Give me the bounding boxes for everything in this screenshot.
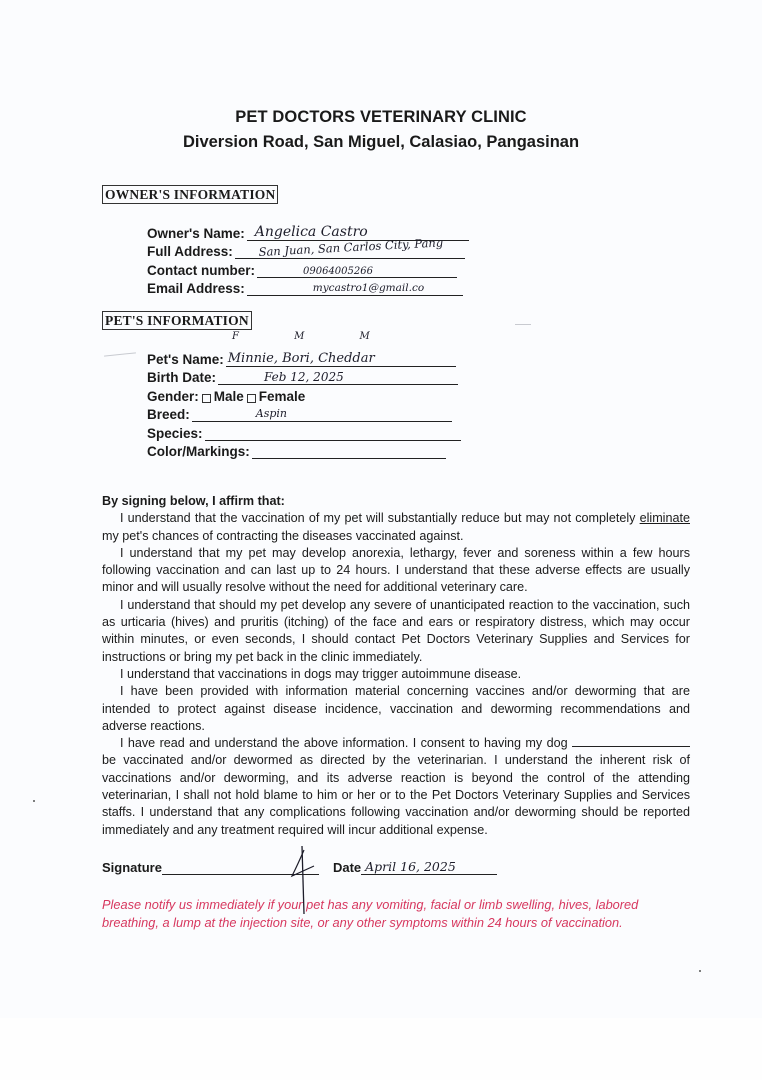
dog-name-blank[interactable] — [572, 735, 690, 747]
consent-lead: By signing below, I affirm that: — [102, 494, 285, 508]
gender-male-checkbox[interactable] — [202, 394, 211, 403]
contact-number-row — [147, 259, 469, 278]
owner-name-label: Owner's Name: — [147, 225, 245, 241]
breed-label: Breed: — [147, 407, 190, 422]
pet-name-value: Minnie, Bori, Cheddar — [227, 350, 375, 366]
consent-paragraph-5: I have been provided with information material concerning vaccines and/or deworming that are intended to protect against disease incidence, vaccination and deworming recommendations and adverse reactions. — [102, 684, 690, 733]
date-label: Date — [332, 860, 362, 875]
consent-paragraph-1 — [102, 510, 690, 545]
full-address-label: Full Address: — [147, 244, 233, 259]
birth-date-field[interactable] — [218, 370, 458, 385]
birth-date-row — [147, 367, 461, 386]
pet-name-row — [147, 348, 461, 367]
consent-p6-text-end: be vaccinated and/or dewormed as directed by the veterinarian. I understand the inherent risk of vaccinations and/or deworming, and its adverse reaction is beyond the control of the attending veterinarian, I shall not hold blame to him or her or to the Pet Doctors Veterinary Supplies and Services staffs. I understand that any complications following vaccination and/or deworming should be reported immediately and any treatment required will incur additional expense. — [102, 753, 690, 837]
gender-female-checkbox[interactable] — [247, 394, 256, 403]
contact-number-value: 09064005266 — [303, 265, 373, 277]
gender-male-label: Male — [213, 388, 244, 404]
consent-paragraph-4: I understand that vaccinations in dogs may trigger autoimmune disease. — [120, 666, 522, 681]
scan-mark — [104, 352, 136, 356]
consent-paragraph-3: I understand that should my pet develop any severe of unanticipated reaction to the vaccination, such as urticaria (hives) and pruritis (itching) of the face and ears or respiratory distress, which may occur within minutes, or even seconds, I should contact Pet Doctors Veterinary Supplies and Services for instructions or bring my pet back in the clinic immediately. — [102, 597, 690, 664]
species-field[interactable] — [205, 426, 461, 441]
birth-date-label: Birth Date: — [147, 370, 217, 385]
email-address-value: mycastro1@gmail.co — [312, 282, 425, 294]
consent-paragraph-6 — [102, 735, 690, 839]
full-address-value: San Juan, San Carlos City, Pang — [258, 235, 444, 259]
page-bottom-margin — [0, 1018, 762, 1080]
consent-p6-text: I have read and understand the above information. I consent to having my dog — [120, 736, 572, 751]
email-address-field[interactable] — [247, 281, 463, 296]
date-value: April 16, 2025 — [365, 859, 456, 874]
signature-row — [102, 860, 497, 875]
date-field[interactable] — [361, 860, 497, 875]
pet-fields — [147, 348, 461, 459]
clinic-header — [0, 106, 762, 154]
contact-number-label: Contact number: — [147, 262, 255, 278]
full-address-row — [147, 235, 469, 260]
breed-row — [147, 404, 461, 423]
contact-number-field[interactable] — [257, 263, 457, 278]
owner-section-heading: OWNER'S INFORMATION — [102, 185, 278, 204]
gender-female-label: Female — [258, 388, 306, 404]
owner-name-value: Angelica Castro — [254, 223, 368, 240]
color-markings-field[interactable] — [252, 444, 446, 459]
signature-label: Signature — [102, 860, 162, 875]
consent-paragraph-2: I understand that my pet may develop anorexia, lethargy, fever and soreness within a few hours following vaccination and can last up to 24 hours. I understand that these adverse effects are usually minor and will usually resolve without the need for additional veterinary care. — [102, 545, 690, 595]
birth-date-value: Feb 12, 2025 — [264, 370, 344, 384]
gender-row — [147, 385, 461, 404]
pet-name-label: Pet's Name: — [147, 351, 224, 367]
gender-label: Gender: — [147, 388, 199, 404]
email-address-label: Email Address: — [147, 281, 245, 296]
consent-p1-text: I understand that the vaccination of my pet will substantially reduce but may not completely — [120, 511, 640, 526]
clinic-address: Diversion Road, San Miguel, Calasiao, Pangasinan — [182, 133, 580, 151]
signature-field[interactable] — [162, 860, 319, 875]
species-label: Species: — [147, 425, 203, 441]
clinic-name: PET DOCTORS VETERINARY CLINIC — [235, 108, 527, 126]
breed-field[interactable] — [192, 407, 452, 422]
owner-fields — [147, 222, 469, 296]
color-markings-row — [147, 441, 461, 460]
pet-name-field[interactable] — [226, 352, 456, 367]
species-row — [147, 422, 461, 441]
full-address-field[interactable] — [235, 235, 465, 259]
scan-speck — [33, 800, 35, 802]
email-address-row — [147, 278, 469, 297]
post-vaccination-notice: Please notify us immediately if your pet has any vomiting, facial or limb swelling, hives, labored breathing, a lump at the injection site, or any other symptoms within 24 hours of vaccination. — [102, 897, 639, 930]
pet-section-heading: PET'S INFORMATION — [102, 311, 252, 330]
consent-section — [102, 493, 690, 839]
breed-value: Aspin — [255, 407, 287, 420]
scan-speck — [699, 970, 701, 972]
consent-p1-underlined: eliminate — [639, 511, 690, 526]
scan-mark — [515, 324, 531, 325]
consent-p1-text-end: my pet's chances of contracting the diseases vaccinated against. — [102, 528, 464, 543]
color-markings-label: Color/Markings: — [147, 444, 250, 459]
pet-gender-marks: F M M — [232, 331, 396, 342]
